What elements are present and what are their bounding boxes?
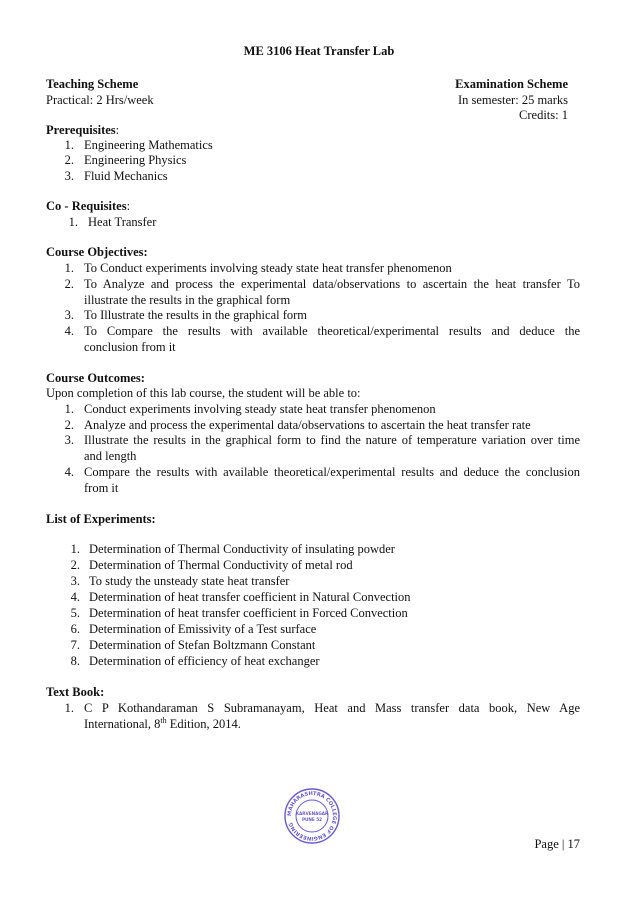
prerequisite-item: Engineering Mathematics [84,138,213,152]
experiment-item: To study the unsteady state heat transfer [89,574,290,588]
objective-item-continued: illustrate the results in the graphical form [84,293,291,307]
college-seal [284,788,340,844]
objective-number: 2. [64,277,74,291]
page-number: Page | 17 [534,837,580,851]
seal-center-line-2: PUNE 52 [301,817,323,822]
experiment-item: Determination of Emissivity of a Test surface [89,622,317,636]
experiment-item: Determination of Stefan Boltzmann Constant [89,638,316,652]
seal-ring-text: MAHARASHTRA COLLEGE OF ENGINEERING [286,790,338,842]
text-book-number: 1. [64,701,74,715]
objective-item: To Conduct experiments involving steady state heat transfer phenomenon [84,261,452,275]
outcome-number: 4. [64,465,74,479]
experiment-number: 5. [70,606,80,620]
examination-scheme-heading: Examination Scheme [455,77,568,91]
experiment-number: 1. [70,542,80,556]
objective-number: 1. [64,261,74,275]
seal-center-line-1: KARVENAGAR [295,811,329,816]
prerequisite-number: 1. [64,138,74,152]
experiment-number: 2. [70,558,80,572]
objective-item: To Compare the results with available theoretical/experimental results and deduce the [84,324,580,338]
outcome-item: Conduct experiments involving steady state heat transfer phenomenon [84,402,436,416]
co-requisites-heading: Co - Requisites: [46,199,131,213]
teaching-scheme-heading: Teaching Scheme [46,77,139,91]
outcome-number: 3. [64,433,74,447]
experiment-item: Determination of efficiency of heat exchanger [89,654,320,668]
outcome-item: Analyze and process the experimental data/observations to ascertain the heat transfer rate [84,418,531,432]
outcome-number: 1. [64,402,74,416]
examination-scheme-credits: Credits: 1 [519,108,568,122]
outcome-number: 2. [64,418,74,432]
experiment-item: Determination of heat transfer coefficient in Natural Convection [89,590,411,604]
page-title: ME 3106 Heat Transfer Lab [243,44,395,58]
experiment-number: 4. [70,590,80,604]
experiments-heading: List of Experiments: [46,512,156,526]
experiment-number: 8. [70,654,80,668]
experiment-item: Determination of heat transfer coefficient in Forced Convection [89,606,408,620]
prerequisite-number: 2. [64,153,74,167]
course-objectives-heading: Course Objectives: [46,245,148,259]
objective-item: To Analyze and process the experimental data/observations to ascertain the heat transfer To [84,277,580,291]
text-book-item: C P Kothandaraman S Subramanayam, Heat and Mass transfer data book, New Age [84,701,580,715]
prerequisites-heading: Prerequisites: [46,123,120,137]
course-outcomes-intro: Upon completion of this lab course, the student will be able to: [46,386,361,400]
experiment-number: 3. [70,574,80,588]
objective-number: 4. [64,324,74,338]
experiment-number: 7. [70,638,80,652]
objective-item: To Illustrate the results in the graphical form [84,308,308,322]
experiment-item: Determination of Thermal Conductivity of insulating powder [89,542,395,556]
outcome-item-continued: and length [84,449,137,463]
outcome-item-continued: from it [84,481,119,495]
co-requisite-number: 1. [68,215,78,229]
co-requisite-item: Heat Transfer [88,215,157,229]
objective-number: 3. [64,308,74,322]
text-book-heading: Text Book: [46,685,105,699]
examination-scheme-marks: In semester: 25 marks [457,93,568,107]
outcome-item: Compare the results with available theoretical/experimental results and deduce the conclusion [84,465,580,479]
outcome-item: Illustrate the results in the graphical form to find the nature of temperature variation over time [84,433,580,447]
prerequisite-number: 3. [64,169,74,183]
course-outcomes-heading: Course Outcomes: [46,371,145,385]
prerequisite-item: Fluid Mechanics [84,169,168,183]
text-book-item-continued: International, 8th Edition, 2014. [84,715,241,731]
experiment-number: 6. [70,622,80,636]
teaching-scheme-line: Practical: 2 Hrs/week [46,93,154,107]
experiment-item: Determination of Thermal Conductivity of metal rod [89,558,353,572]
prerequisite-item: Engineering Physics [84,153,187,167]
objective-item-continued: conclusion from it [84,340,176,354]
